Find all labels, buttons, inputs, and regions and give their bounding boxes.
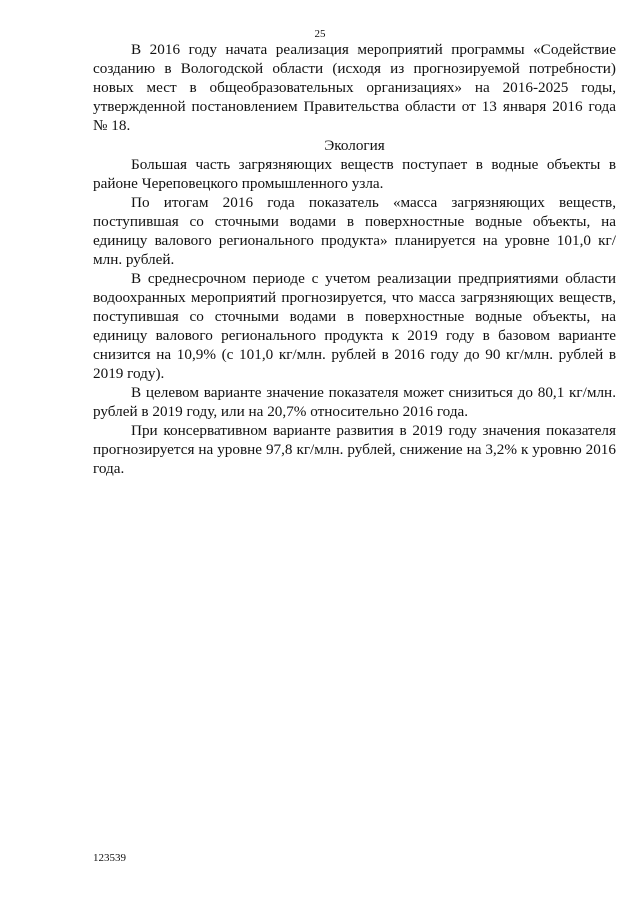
ecology-paragraph-1: Большая часть загрязняющих веществ поступает в водные объекты в районе Череповецкого промышленного узла. bbox=[93, 156, 616, 192]
section-heading: Экология bbox=[324, 137, 385, 154]
page-number: 25 bbox=[314, 28, 326, 40]
ecology-paragraph-3: В среднесрочном периоде с учетом реализации предприятиями области водоохранных мероприятий прогнозируется, что масса загрязняющих веществ, поступившая со сточными водами в поверхностные водные объекты, на единицу валового регионального продукта к 2019 году в базовом варианте снизится на 10,9% (с 101,0 кг/млн. рублей в 2016 году до 90 кг/млн. рублей в 2019 году). bbox=[93, 270, 616, 382]
ecology-paragraph-2: По итогам 2016 года показатель «масса загрязняющих веществ, поступившая со сточными водами в поверхностные водные объекты, на единицу валового регионального продукта» планируется на уровне 101,0 кг/млн. рублей. bbox=[93, 194, 616, 268]
document-code: 123539 bbox=[93, 852, 126, 864]
program-paragraph: В 2016 году начата реализация мероприятий программы «Содействие созданию в Вологодской области (исходя из прогнозируемой потребности) новых мест в общеобразовательных организациях» на 2016-2025 годы, утвержденной постановлением Правительства области от 13 января 2016 года bbox=[93, 41, 616, 115]
document-body bbox=[93, 40, 616, 478]
ecology-paragraph-4: В целевом варианте значение показателя может снизиться до 80,1 кг/млн. рублей в 2019 году, или на 20,7% относительно 2016 года. bbox=[93, 384, 616, 420]
program-paragraph-tail: № 18. bbox=[93, 117, 131, 134]
ecology-paragraph-5: При консервативном варианте развития в 2019 году значения показателя прогнозируется на уровне 97,8 кг/млн. рублей, снижение на 3,2% к уровню 2016 года. bbox=[93, 422, 616, 477]
